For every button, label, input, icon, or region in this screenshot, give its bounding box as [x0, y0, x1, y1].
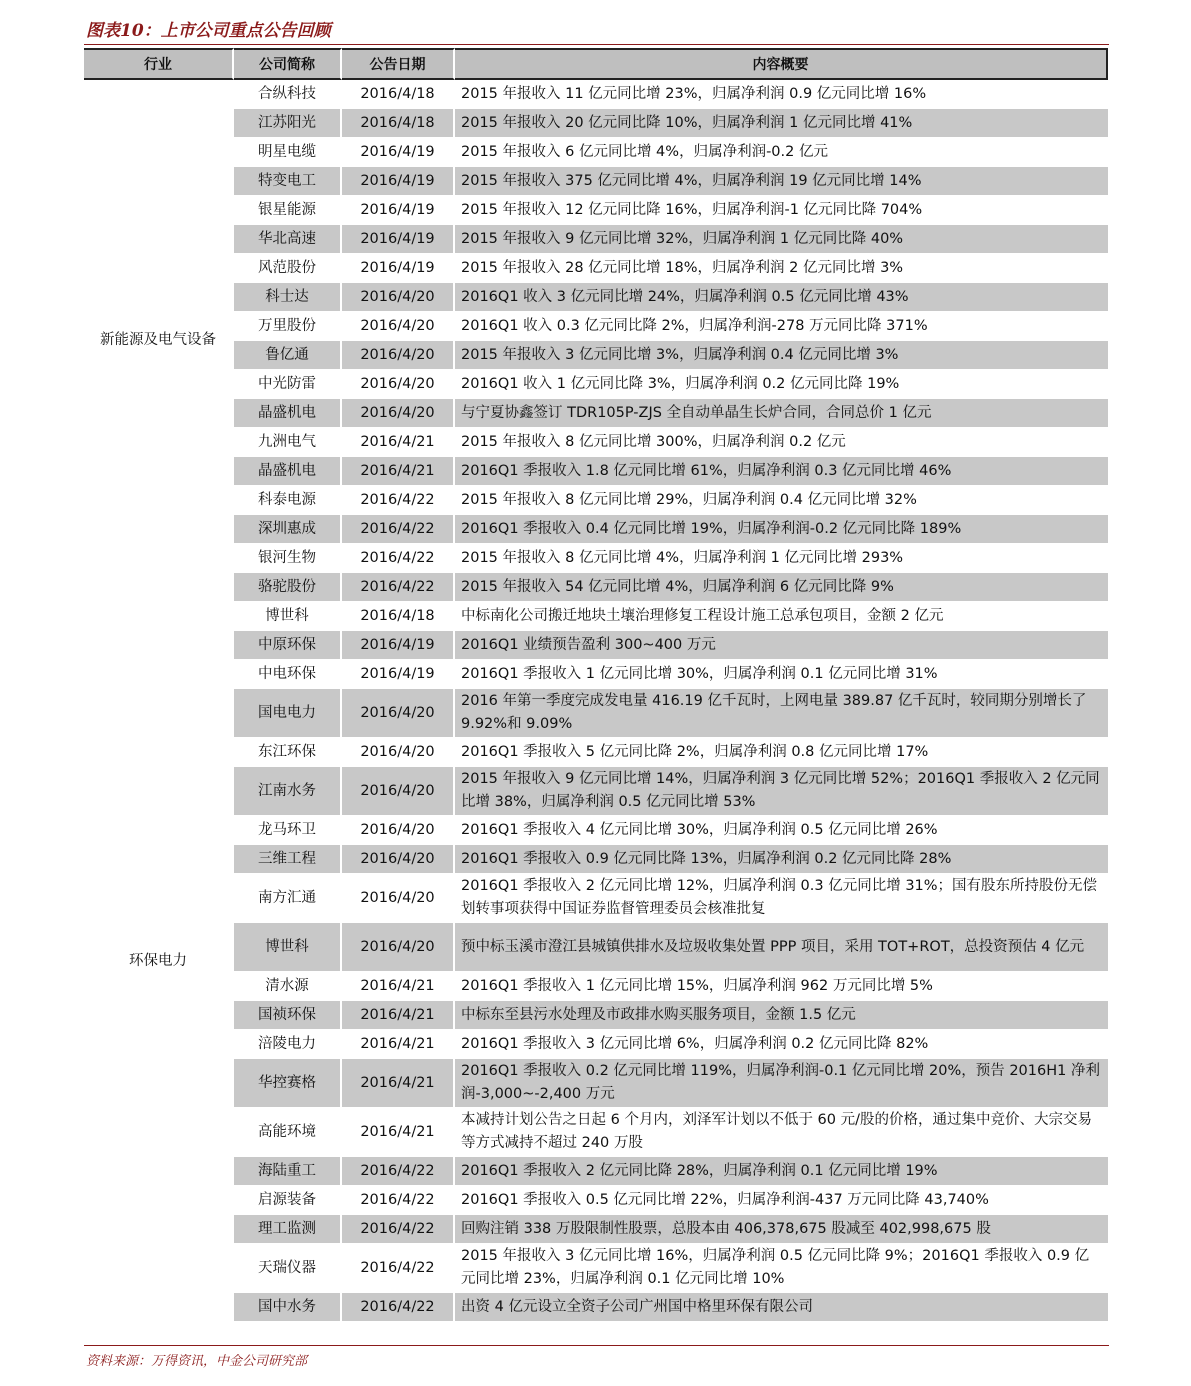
table-row — [84, 1001, 1108, 1030]
company-cell: 天瑞仪器 — [234, 1244, 342, 1293]
content-cell: 2016Q1 季报收入 3 亿元同比增 6%，归属净利润 0.2 亿元同比降 82% — [455, 1030, 1108, 1059]
company-cell: 九洲电气 — [234, 428, 342, 457]
date-cell: 2016/4/20 — [342, 874, 455, 923]
content-cell: 2016Q1 季报收入 1 亿元同比增 30%，归属净利润 0.1 亿元同比增 31% — [455, 660, 1108, 689]
company-cell: 东江环保 — [234, 738, 342, 767]
date-cell: 2016/4/22 — [342, 1244, 455, 1293]
company-cell: 启源装备 — [234, 1186, 342, 1215]
content-cell: 2016Q1 季报收入 4 亿元同比增 30%，归属净利润 0.5 亿元同比增 26% — [455, 816, 1108, 845]
content-cell: 2015 年报收入 9 亿元同比增 14%，归属净利润 3 亿元同比增 52%；2016Q1 季报收入 2 亿元同比增 38%，归属净利润 0.5 亿元同比增 53% — [455, 767, 1108, 816]
table-row — [84, 109, 1108, 138]
content-cell: 2016Q1 季报收入 0.9 亿元同比降 13%，归属净利润 0.2 亿元同比降 28% — [455, 845, 1108, 874]
table-row — [84, 602, 1108, 631]
content-cell: 2016Q1 季报收入 2 亿元同比增 12%，归属净利润 0.3 亿元同比增 31%；国有股东所持股份无偿划转事项获得中国证券监督管理委员会核准批复 — [455, 874, 1108, 923]
date-cell: 2016/4/18 — [342, 109, 455, 138]
table-row — [84, 1108, 1108, 1157]
content-cell: 2016Q1 季报收入 0.2 亿元同比增 119%，归属净利润-0.1 亿元同比增 20%，预告 2016H1 净利润-3,000~-2,400 万元 — [455, 1059, 1108, 1108]
company-cell: 中光防雷 — [234, 370, 342, 399]
date-cell: 2016/4/21 — [342, 1001, 455, 1030]
date-cell: 2016/4/21 — [342, 1030, 455, 1059]
table-row — [84, 341, 1108, 370]
content-cell: 中标东至县污水处理及市政排水购买服务项目，金额 1.5 亿元 — [455, 1001, 1108, 1030]
content-cell: 2015 年报收入 8 亿元同比增 29%，归属净利润 0.4 亿元同比增 32% — [455, 486, 1108, 515]
industry-cell: 新能源及电气设备 — [84, 80, 234, 602]
date-cell: 2016/4/22 — [342, 544, 455, 573]
table-row — [84, 225, 1108, 254]
source-note: 资料来源：万得资讯，中金公司研究部 — [86, 1354, 308, 1369]
content-cell: 2015 年报收入 8 亿元同比增 300%，归属净利润 0.2 亿元 — [455, 428, 1108, 457]
date-cell: 2016/4/20 — [342, 767, 455, 816]
content-cell: 2015 年报收入 54 亿元同比增 4%，归属净利润 6 亿元同比降 9% — [455, 573, 1108, 602]
table-row — [84, 1186, 1108, 1215]
content-cell: 2016Q1 收入 0.3 亿元同比降 2%，归属净利润-278 万元同比降 371% — [455, 312, 1108, 341]
company-cell: 银星能源 — [234, 196, 342, 225]
content-cell: 2016 年第一季度完成发电量 416.19 亿千瓦时，上网电量 389.87 亿千瓦时，较同期分别增长了 9.92%和 9.09% — [455, 689, 1108, 738]
content-cell: 2016Q1 季报收入 2 亿元同比降 28%，归属净利润 0.1 亿元同比增 19% — [455, 1157, 1108, 1186]
table-header-row — [84, 48, 1108, 80]
company-cell: 华控赛格 — [234, 1059, 342, 1108]
company-cell: 清水源 — [234, 972, 342, 1001]
date-cell: 2016/4/20 — [342, 845, 455, 874]
table-row — [84, 80, 1108, 109]
table-row — [84, 1030, 1108, 1059]
date-cell: 2016/4/21 — [342, 1108, 455, 1157]
company-cell: 国祯环保 — [234, 1001, 342, 1030]
company-cell: 国电电力 — [234, 689, 342, 738]
company-cell: 海陆重工 — [234, 1157, 342, 1186]
company-cell: 万里股份 — [234, 312, 342, 341]
date-cell: 2016/4/20 — [342, 689, 455, 738]
table-row — [84, 660, 1108, 689]
industry-cell: 环保电力 — [84, 602, 234, 1322]
table-row — [84, 738, 1108, 767]
date-cell: 2016/4/20 — [342, 312, 455, 341]
content-cell: 2016Q1 业绩预告盈利 300~400 万元 — [455, 631, 1108, 660]
table-row — [84, 1244, 1108, 1293]
date-cell: 2016/4/21 — [342, 1059, 455, 1108]
date-cell: 2016/4/20 — [342, 341, 455, 370]
content-cell: 2015 年报收入 20 亿元同比降 10%，归属净利润 1 亿元同比增 41% — [455, 109, 1108, 138]
content-cell: 2015 年报收入 28 亿元同比增 18%，归属净利润 2 亿元同比增 3% — [455, 254, 1108, 283]
content-cell: 2016Q1 季报收入 5 亿元同比降 2%，归属净利润 0.8 亿元同比增 17% — [455, 738, 1108, 767]
date-cell: 2016/4/21 — [342, 457, 455, 486]
company-cell: 鲁亿通 — [234, 341, 342, 370]
table-row — [84, 196, 1108, 225]
footer-divider — [84, 1345, 1109, 1346]
date-cell: 2016/4/20 — [342, 370, 455, 399]
table-row — [84, 767, 1108, 816]
company-cell: 博世科 — [234, 602, 342, 631]
table-row — [84, 1215, 1108, 1244]
header-company: 公司简称 — [234, 48, 342, 80]
title-divider — [84, 44, 1109, 45]
content-cell: 2015 年报收入 9 亿元同比增 32%，归属净利润 1 亿元同比降 40% — [455, 225, 1108, 254]
table-row — [84, 1157, 1108, 1186]
company-cell: 科士达 — [234, 283, 342, 312]
company-cell: 科泰电源 — [234, 486, 342, 515]
content-cell: 回购注销 338 万股限制性股票，总股本由 406,378,675 股减至 402,998,675 股 — [455, 1215, 1108, 1244]
table-row — [84, 486, 1108, 515]
date-cell: 2016/4/22 — [342, 1157, 455, 1186]
company-cell: 博世科 — [234, 923, 342, 972]
content-cell: 2015 年报收入 3 亿元同比增 16%，归属净利润 0.5 亿元同比降 9%；2016Q1 季报收入 0.9 亿元同比增 23%，归属净利润 0.1 亿元同比增 10% — [455, 1244, 1108, 1293]
table-row — [84, 689, 1108, 738]
date-cell: 2016/4/19 — [342, 196, 455, 225]
content-cell: 2015 年报收入 12 亿元同比降 16%，归属净利润-1 亿元同比降 704% — [455, 196, 1108, 225]
date-cell: 2016/4/19 — [342, 138, 455, 167]
content-cell: 出资 4 亿元设立全资子公司广州国中格里环保有限公司 — [455, 1293, 1108, 1322]
company-cell: 南方汇通 — [234, 874, 342, 923]
table-row — [84, 544, 1108, 573]
company-cell: 江苏阳光 — [234, 109, 342, 138]
date-cell: 2016/4/22 — [342, 1186, 455, 1215]
content-cell: 2016Q1 季报收入 0.4 亿元同比增 19%，归属净利润-0.2 亿元同比降 189% — [455, 515, 1108, 544]
table-row — [84, 399, 1108, 428]
company-cell: 明星电缆 — [234, 138, 342, 167]
company-cell: 合纵科技 — [234, 80, 342, 109]
table-body — [84, 80, 1108, 1322]
figure-title: 图表10：上市公司重点公告回顾 — [86, 21, 331, 41]
date-cell: 2016/4/21 — [342, 972, 455, 1001]
table-row — [84, 167, 1108, 196]
table-row — [84, 138, 1108, 167]
content-cell: 与宁夏协鑫签订 TDR105P-ZJS 全自动单晶生长炉合同，合同总价 1 亿元 — [455, 399, 1108, 428]
date-cell: 2016/4/19 — [342, 225, 455, 254]
date-cell: 2016/4/20 — [342, 399, 455, 428]
content-cell: 2015 年报收入 3 亿元同比增 3%，归属净利润 0.4 亿元同比增 3% — [455, 341, 1108, 370]
date-cell: 2016/4/22 — [342, 573, 455, 602]
company-cell: 深圳惠成 — [234, 515, 342, 544]
company-cell: 晶盛机电 — [234, 399, 342, 428]
table-row — [84, 1293, 1108, 1322]
announcement-table — [84, 48, 1108, 1322]
content-cell: 2015 年报收入 6 亿元同比增 4%，归属净利润-0.2 亿元 — [455, 138, 1108, 167]
company-cell: 晶盛机电 — [234, 457, 342, 486]
table-row — [84, 254, 1108, 283]
table-row — [84, 457, 1108, 486]
table-row — [84, 923, 1108, 972]
company-cell: 高能环境 — [234, 1108, 342, 1157]
company-cell: 理工监测 — [234, 1215, 342, 1244]
date-cell: 2016/4/19 — [342, 254, 455, 283]
date-cell: 2016/4/20 — [342, 283, 455, 312]
header-industry: 行业 — [84, 48, 234, 80]
table-row — [84, 428, 1108, 457]
company-cell: 骆驼股份 — [234, 573, 342, 602]
table-row — [84, 874, 1108, 923]
content-cell: 2016Q1 季报收入 0.5 亿元同比增 22%，归属净利润-437 万元同比降 43,740% — [455, 1186, 1108, 1215]
table-row — [84, 972, 1108, 1001]
content-cell: 预中标玉溪市澄江县城镇供排水及垃圾收集处置 PPP 项目，采用 TOT+ROT，总投资预估 4 亿元 — [455, 923, 1108, 972]
date-cell: 2016/4/19 — [342, 631, 455, 660]
content-cell: 本减持计划公告之日起 6 个月内，刘泽军计划以不低于 60 元/股的价格，通过集中竞价、大宗交易等方式减持不超过 240 万股 — [455, 1108, 1108, 1157]
company-cell: 中原环保 — [234, 631, 342, 660]
table-row — [84, 573, 1108, 602]
company-cell: 涪陵电力 — [234, 1030, 342, 1059]
date-cell: 2016/4/18 — [342, 80, 455, 109]
table-row — [84, 1059, 1108, 1108]
content-cell: 中标南化公司搬迁地块土壤治理修复工程设计施工总承包项目，金额 2 亿元 — [455, 602, 1108, 631]
content-cell: 2016Q1 收入 1 亿元同比降 3%，归属净利润 0.2 亿元同比降 19% — [455, 370, 1108, 399]
date-cell: 2016/4/22 — [342, 1215, 455, 1244]
content-cell: 2016Q1 季报收入 1.8 亿元同比增 61%，归属净利润 0.3 亿元同比增 46% — [455, 457, 1108, 486]
table-row — [84, 370, 1108, 399]
date-cell: 2016/4/20 — [342, 738, 455, 767]
content-cell: 2015 年报收入 375 亿元同比增 4%，归属净利润 19 亿元同比增 14% — [455, 167, 1108, 196]
date-cell: 2016/4/19 — [342, 660, 455, 689]
date-cell: 2016/4/22 — [342, 515, 455, 544]
table-row — [84, 631, 1108, 660]
company-cell: 特变电工 — [234, 167, 342, 196]
date-cell: 2016/4/19 — [342, 167, 455, 196]
header-date: 公告日期 — [342, 48, 455, 80]
company-cell: 三维工程 — [234, 845, 342, 874]
date-cell: 2016/4/22 — [342, 486, 455, 515]
table-row — [84, 816, 1108, 845]
date-cell: 2016/4/20 — [342, 816, 455, 845]
table-row — [84, 845, 1108, 874]
company-cell: 中电环保 — [234, 660, 342, 689]
date-cell: 2016/4/22 — [342, 1293, 455, 1322]
content-cell: 2016Q1 季报收入 1 亿元同比增 15%，归属净利润 962 万元同比增 5% — [455, 972, 1108, 1001]
company-cell: 风范股份 — [234, 254, 342, 283]
table-row — [84, 283, 1108, 312]
header-content: 内容概要 — [455, 48, 1108, 80]
company-cell: 银河生物 — [234, 544, 342, 573]
company-cell: 华北高速 — [234, 225, 342, 254]
company-cell: 江南水务 — [234, 767, 342, 816]
company-cell: 龙马环卫 — [234, 816, 342, 845]
table-row — [84, 515, 1108, 544]
table-row — [84, 312, 1108, 341]
content-cell: 2015 年报收入 11 亿元同比增 23%，归属净利润 0.9 亿元同比增 16% — [455, 80, 1108, 109]
date-cell: 2016/4/20 — [342, 923, 455, 972]
date-cell: 2016/4/18 — [342, 602, 455, 631]
company-cell: 国中水务 — [234, 1293, 342, 1322]
date-cell: 2016/4/21 — [342, 428, 455, 457]
content-cell: 2015 年报收入 8 亿元同比增 4%，归属净利润 1 亿元同比增 293% — [455, 544, 1108, 573]
content-cell: 2016Q1 收入 3 亿元同比增 24%，归属净利润 0.5 亿元同比增 43% — [455, 283, 1108, 312]
